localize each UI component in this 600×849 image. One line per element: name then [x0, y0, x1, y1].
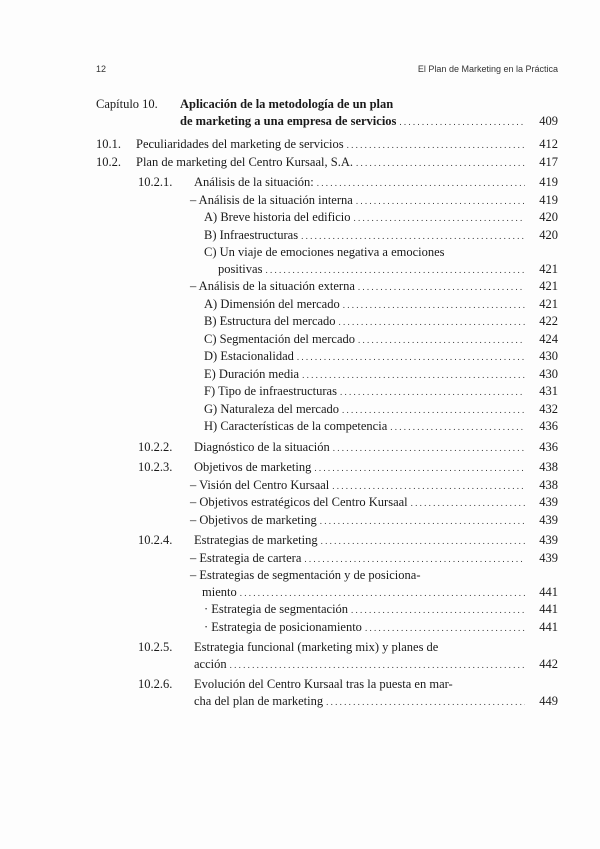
- entry-number: 10.2.5.: [138, 640, 173, 654]
- page-number: 12: [96, 64, 107, 74]
- entry-text: C) Un viaje de emociones negativa a emociones: [204, 245, 445, 259]
- entry-text: A) Breve historia del edificio: [204, 210, 351, 224]
- dot-leader: [321, 532, 525, 550]
- entry-text: Diagnóstico de la situación: [194, 439, 330, 454]
- running-title: El Plan de Marketing en la Práctica: [417, 64, 558, 74]
- dot-leader: [297, 348, 525, 366]
- toc-entry: [96, 512, 558, 530]
- entry-text: – Objetivos estratégicos del Centro Kursaal: [190, 495, 408, 509]
- entry-text: Peculiaridades del marketing de servicios: [136, 137, 344, 151]
- toc-entry: [96, 532, 558, 550]
- entry-text: – Objetivos de marketing: [190, 512, 317, 527]
- entry-page: 439: [539, 550, 558, 565]
- dot-leader: [314, 459, 525, 477]
- dot-leader: [240, 584, 525, 602]
- entry-page: 436: [539, 439, 558, 454]
- entry-text: Estrategias de marketing: [194, 533, 318, 547]
- dot-leader: [304, 550, 525, 568]
- entry-text: C) Segmentación del mercado: [204, 331, 355, 346]
- toc-entry: [96, 313, 558, 331]
- entry-page: 421: [539, 261, 558, 276]
- entry-text: – Estrategia de cartera: [190, 550, 302, 565]
- entry-page: 420: [539, 210, 558, 224]
- entry-page: 431: [539, 384, 558, 398]
- dot-leader: [399, 113, 525, 131]
- entry-text: F) Tipo de infraestructuras: [204, 384, 337, 398]
- toc-entry: [96, 567, 558, 601]
- dot-leader: [365, 619, 525, 637]
- entry-number: 10.1.: [96, 137, 121, 151]
- entry-page: 417: [539, 154, 558, 169]
- chapter-label: Capítulo 10.: [96, 97, 158, 111]
- toc-entry: [96, 296, 558, 314]
- entry-text: · Estrategia de posicionamiento: [204, 619, 362, 634]
- dot-leader: [351, 601, 525, 619]
- entry-number: 10.2.4.: [138, 533, 173, 547]
- dot-leader: [358, 331, 525, 349]
- entry-page: 419: [539, 192, 558, 207]
- entry-page: 441: [539, 602, 558, 616]
- toc-entry: [96, 439, 558, 457]
- entry-page: 441: [539, 584, 558, 599]
- entry-page: 430: [539, 366, 558, 381]
- entry-page: 449: [539, 693, 558, 708]
- toc-entry: [96, 244, 558, 278]
- entry-text: – Estrategias de segmentación y de posiciona-: [190, 568, 421, 582]
- toc-entry: [96, 348, 558, 366]
- entry-text: positivas: [218, 261, 263, 276]
- toc-entries: [96, 136, 558, 710]
- dot-leader: [390, 418, 525, 436]
- dot-leader: [301, 227, 525, 245]
- toc-entry: [96, 331, 558, 349]
- dot-leader: [326, 693, 525, 711]
- entry-page: 424: [539, 331, 558, 346]
- toc-entry: [96, 418, 558, 436]
- chapter-title-line-1: Aplicación de la metodología de un plan: [180, 97, 394, 111]
- toc-entry: [96, 401, 558, 419]
- entry-text: G) Naturaleza del mercado: [204, 401, 339, 416]
- toc-entry: [96, 227, 558, 245]
- dot-leader: [356, 192, 525, 210]
- entry-text: E) Duración media: [204, 366, 300, 381]
- entry-text: acción: [194, 656, 227, 671]
- chapter-page: 409: [539, 113, 558, 128]
- toc-entry: [96, 494, 558, 512]
- entry-page: 438: [539, 477, 558, 492]
- entry-page: 430: [539, 349, 558, 363]
- entry-number: 10.2.3.: [138, 460, 173, 474]
- entry-text: · Estrategia de segmentación: [204, 602, 349, 616]
- toc-entry: [96, 136, 558, 154]
- entry-number: 10.2.6.: [138, 677, 173, 691]
- dot-leader: [343, 296, 525, 314]
- toc-entry: [96, 550, 558, 568]
- dot-leader: [411, 494, 525, 512]
- entry-text: H) Características de la competencia: [204, 419, 388, 433]
- dot-leader: [333, 439, 525, 457]
- entry-number: 10.2.: [96, 154, 121, 169]
- entry-text: A) Dimensión del mercado: [204, 296, 340, 311]
- entry-number: 10.2.2.: [138, 439, 173, 454]
- dot-leader: [302, 366, 525, 384]
- dot-leader: [317, 174, 525, 192]
- entry-page: 432: [539, 401, 558, 416]
- entry-text: B) Estructura del mercado: [204, 314, 336, 328]
- toc-entry: [96, 154, 558, 172]
- entry-text: – Visión del Centro Kursaal: [190, 477, 330, 492]
- dot-leader: [265, 261, 525, 279]
- entry-page: 438: [539, 460, 558, 474]
- entry-page: 439: [539, 512, 558, 527]
- entry-page: 421: [539, 296, 558, 311]
- dot-leader: [339, 313, 525, 331]
- entry-text: Evolución del Centro Kursaal tras la puesta en mar-: [194, 677, 453, 691]
- entry-number: 10.2.1.: [138, 175, 173, 189]
- chapter-entry: [96, 96, 558, 130]
- toc-entry: [96, 192, 558, 210]
- dot-leader: [347, 136, 525, 154]
- toc-entry: [96, 601, 558, 619]
- chapter-title-line-2: de marketing a una empresa de servicios: [180, 113, 397, 128]
- entry-page: 422: [539, 314, 558, 328]
- toc-entry: [96, 174, 558, 192]
- toc-entry: [96, 619, 558, 637]
- toc-entry: [96, 383, 558, 401]
- dot-leader: [340, 383, 525, 401]
- toc-entry: [96, 366, 558, 384]
- toc-entry: [96, 209, 558, 227]
- entry-text: miento: [202, 584, 237, 599]
- toc-entry: [96, 459, 558, 477]
- toc-entry: [96, 676, 558, 710]
- toc-entry: [96, 278, 558, 296]
- entry-page: 441: [539, 619, 558, 634]
- table-of-contents: [96, 96, 558, 710]
- dot-leader: [320, 512, 525, 530]
- entry-page: 421: [539, 279, 558, 293]
- entry-page: 412: [539, 137, 558, 151]
- dot-leader: [342, 401, 525, 419]
- entry-text: – Análisis de la situación externa: [190, 279, 355, 293]
- dot-leader: [353, 209, 525, 227]
- entry-text: cha del plan de marketing: [194, 693, 324, 708]
- dot-leader: [356, 154, 525, 172]
- entry-text: Objetivos de marketing: [194, 460, 312, 474]
- entry-text: Estrategia funcional (marketing mix) y planes de: [194, 640, 439, 654]
- entry-page: 439: [539, 495, 558, 509]
- dot-leader: [332, 477, 525, 495]
- entry-text: – Análisis de la situación interna: [190, 192, 353, 207]
- entry-text: Análisis de la situación:: [194, 175, 314, 189]
- entry-page: 419: [539, 175, 558, 189]
- toc-entry: [96, 639, 558, 673]
- entry-page: 436: [539, 419, 558, 433]
- entry-text: B) Infraestructuras: [204, 227, 299, 242]
- entry-page: 439: [539, 533, 558, 547]
- entry-page: 420: [539, 227, 558, 242]
- entry-text: D) Estacionalidad: [204, 349, 294, 363]
- toc-entry: [96, 477, 558, 495]
- entry-page: 442: [539, 656, 558, 671]
- entry-text: Plan de marketing del Centro Kursaal, S.A.: [136, 154, 353, 169]
- dot-leader: [230, 656, 525, 674]
- dot-leader: [358, 278, 525, 296]
